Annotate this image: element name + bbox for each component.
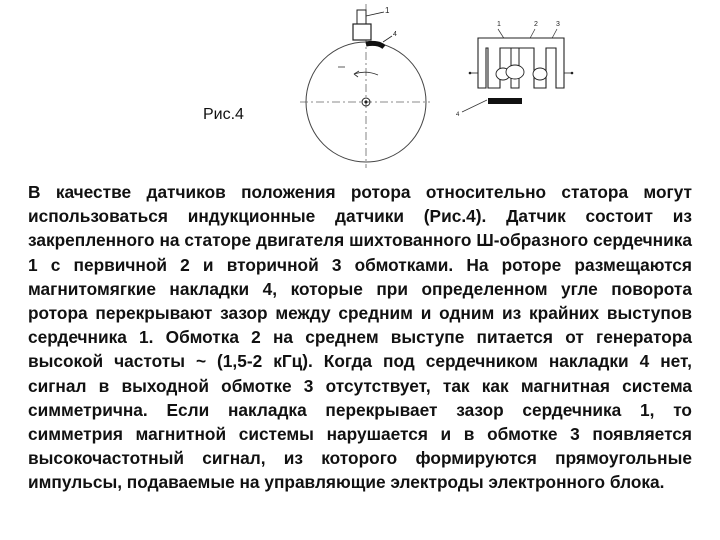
label-1-left: 1	[385, 6, 390, 15]
rotation-arrow-head	[354, 71, 359, 77]
label-3-right: 3	[556, 21, 560, 28]
plate-leader	[383, 36, 392, 42]
magnetic-plate	[366, 43, 384, 47]
terminal-left-dot	[469, 72, 472, 75]
sensor-diagram	[0, 0, 720, 170]
rotor-axis	[365, 101, 368, 104]
label-4-right: 4	[456, 112, 460, 118]
label-2-right: 2	[534, 21, 538, 28]
description-paragraph: В качестве датчиков положения ротора относительно статора могут использоваться индукционные датчики (Рис.4). Датчик состоит из закрепленного на статоре двигателя шихтованного Ш-образного сердечника 1 с первичной 2 и вторичной 3 обмотками. На роторе размещаются магнитомягкие накладки 4, которые при определенном угле поворота ротора перекрывают зазор между средним и одним из крайних выступов сердечника 1. Обмотка 2 на среднем выступе питается от генератора высокой частоты ~ (1,5-2 кГц). Когда под сердечником накладки 4 нет, сигнал в выходной обмотке 3 отсутствует, так как магнитная система симметрична. Если накладка перекрывает зазор сердечника 1, то симметрия магнитной системы нарушается и в обмотке 3 появляется высокочастотный сигнал, из которого формируются прямоугольные импульсы, подаваемые на управляющие электроды электронного блока.	[28, 182, 692, 493]
sensor-core	[353, 24, 371, 40]
label-4-left: 4	[393, 31, 397, 38]
label-1-right: 1	[497, 21, 501, 28]
leader-4	[462, 100, 487, 112]
primary-winding	[506, 65, 524, 79]
terminal-right-dot	[571, 72, 574, 75]
sensor-leader	[366, 12, 384, 16]
e-core	[478, 38, 564, 88]
figure-caption: Рис.4	[203, 106, 244, 123]
rotor-drawing	[300, 4, 430, 168]
core-drawing	[456, 21, 573, 118]
sensor-coil	[357, 10, 366, 24]
secondary-winding	[533, 68, 547, 80]
figure-4	[0, 0, 720, 170]
magnetic-plate-right	[488, 98, 522, 104]
